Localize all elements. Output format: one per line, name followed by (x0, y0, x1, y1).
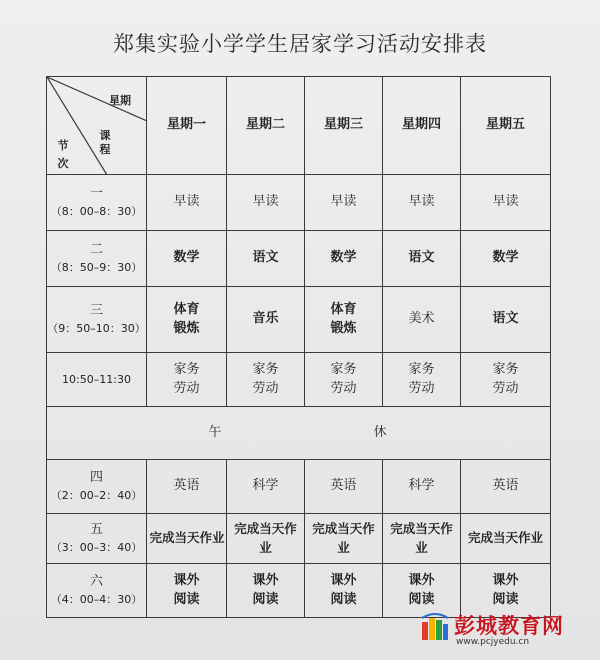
lunch-label-left: 午 (208, 424, 224, 440)
period-label (47, 175, 147, 231)
schedule-cell: 语文 (227, 231, 305, 287)
schedule-cell: 课外阅读 (461, 564, 551, 618)
schedule-cell: 早读 (305, 175, 383, 231)
schedule-cell: 课外阅读 (305, 564, 383, 618)
schedule-cell: 家务劳动 (305, 353, 383, 407)
books-icon (420, 612, 450, 642)
schedule-cell: 体育锻炼 (305, 287, 383, 353)
schedule-cell: 数学 (461, 231, 551, 287)
period-row-1 (47, 175, 551, 231)
watermark-logo (420, 608, 590, 652)
schedule-cell: 早读 (147, 175, 227, 231)
period-label (47, 231, 147, 287)
schedule-cell: 科学 (227, 460, 305, 514)
period-label (47, 353, 147, 407)
schedule-cell: 完成当天作业 (147, 514, 227, 564)
period-row-housework (47, 353, 551, 407)
schedule-cell: 家务劳动 (461, 353, 551, 407)
schedule-cell: 音乐 (227, 287, 305, 353)
schedule-cell: 课外阅读 (383, 564, 461, 618)
schedule-cell: 体育锻炼 (147, 287, 227, 353)
schedule-cell: 早读 (227, 175, 305, 231)
schedule-cell: 家务劳动 (383, 353, 461, 407)
schedule-table (46, 76, 551, 618)
schedule-cell: 家务劳动 (147, 353, 227, 407)
lunch-break-cell (47, 407, 551, 460)
schedule-cell: 课外阅读 (147, 564, 227, 618)
period-number: 四 (89, 470, 103, 486)
period-row-2 (47, 231, 551, 287)
schedule-cell: 家务劳动 (227, 353, 305, 407)
period-row-4 (47, 460, 551, 514)
schedule-cell: 完成当天作业 (305, 514, 383, 564)
schedule-cell: 完成当天作业 (461, 514, 551, 564)
schedule-cell: 英语 (147, 460, 227, 514)
schedule-cell: 完成当天作业 (383, 514, 461, 564)
period-time: 10:50–11:30 (62, 372, 131, 386)
day-header-wed: 星期三 (305, 77, 383, 175)
period-time: （4：00–4：30） (50, 592, 143, 606)
lunch-label-right: 休 (373, 424, 389, 440)
schedule-cell: 早读 (461, 175, 551, 231)
period-label (47, 460, 147, 514)
period-number: 二 (89, 242, 103, 258)
day-header-thu: 星期四 (383, 77, 461, 175)
period-row-5 (47, 514, 551, 564)
watermark-name: 彭城教育网 (454, 614, 564, 638)
schedule-cell: 语文 (461, 287, 551, 353)
header-row (47, 77, 551, 175)
watermark-url: www.pcjyedu.cn (456, 637, 530, 647)
day-header-mon: 星期一 (147, 77, 227, 175)
page-title: 郑集实验小学学生居家学习活动安排表 (113, 32, 487, 56)
period-number: 三 (89, 303, 103, 319)
schedule-cell: 数学 (147, 231, 227, 287)
corner-label-period: 节次 (57, 139, 69, 170)
schedule-cell: 数学 (305, 231, 383, 287)
schedule-cell: 科学 (383, 460, 461, 514)
period-time: （8：50–9：30） (50, 260, 143, 274)
period-number: 六 (89, 574, 103, 590)
corner-label-day: 星期 (109, 94, 131, 107)
lunch-break-row (47, 407, 551, 460)
schedule-cell: 完成当天作业 (227, 514, 305, 564)
schedule-cell: 美术 (383, 287, 461, 353)
period-time: （2：00–2：40） (50, 488, 143, 502)
day-header-fri: 星期五 (461, 77, 551, 175)
period-time: （9：50–10：30） (47, 321, 146, 335)
corner-header-cell (47, 77, 147, 175)
period-time: （8：00–8：30） (50, 204, 143, 218)
schedule-cell: 英语 (305, 460, 383, 514)
period-label (47, 564, 147, 618)
period-row-3 (47, 287, 551, 353)
period-label (47, 287, 147, 353)
schedule-cell: 早读 (383, 175, 461, 231)
period-number: 五 (89, 522, 103, 538)
schedule-cell: 英语 (461, 460, 551, 514)
period-label (47, 514, 147, 564)
period-time: （3：00–3：40） (50, 540, 143, 554)
day-header-tue: 星期二 (227, 77, 305, 175)
schedule-cell: 语文 (383, 231, 461, 287)
corner-label-subject: 课程 (99, 129, 111, 156)
schedule-cell: 课外阅读 (227, 564, 305, 618)
period-number: 一 (89, 186, 103, 202)
